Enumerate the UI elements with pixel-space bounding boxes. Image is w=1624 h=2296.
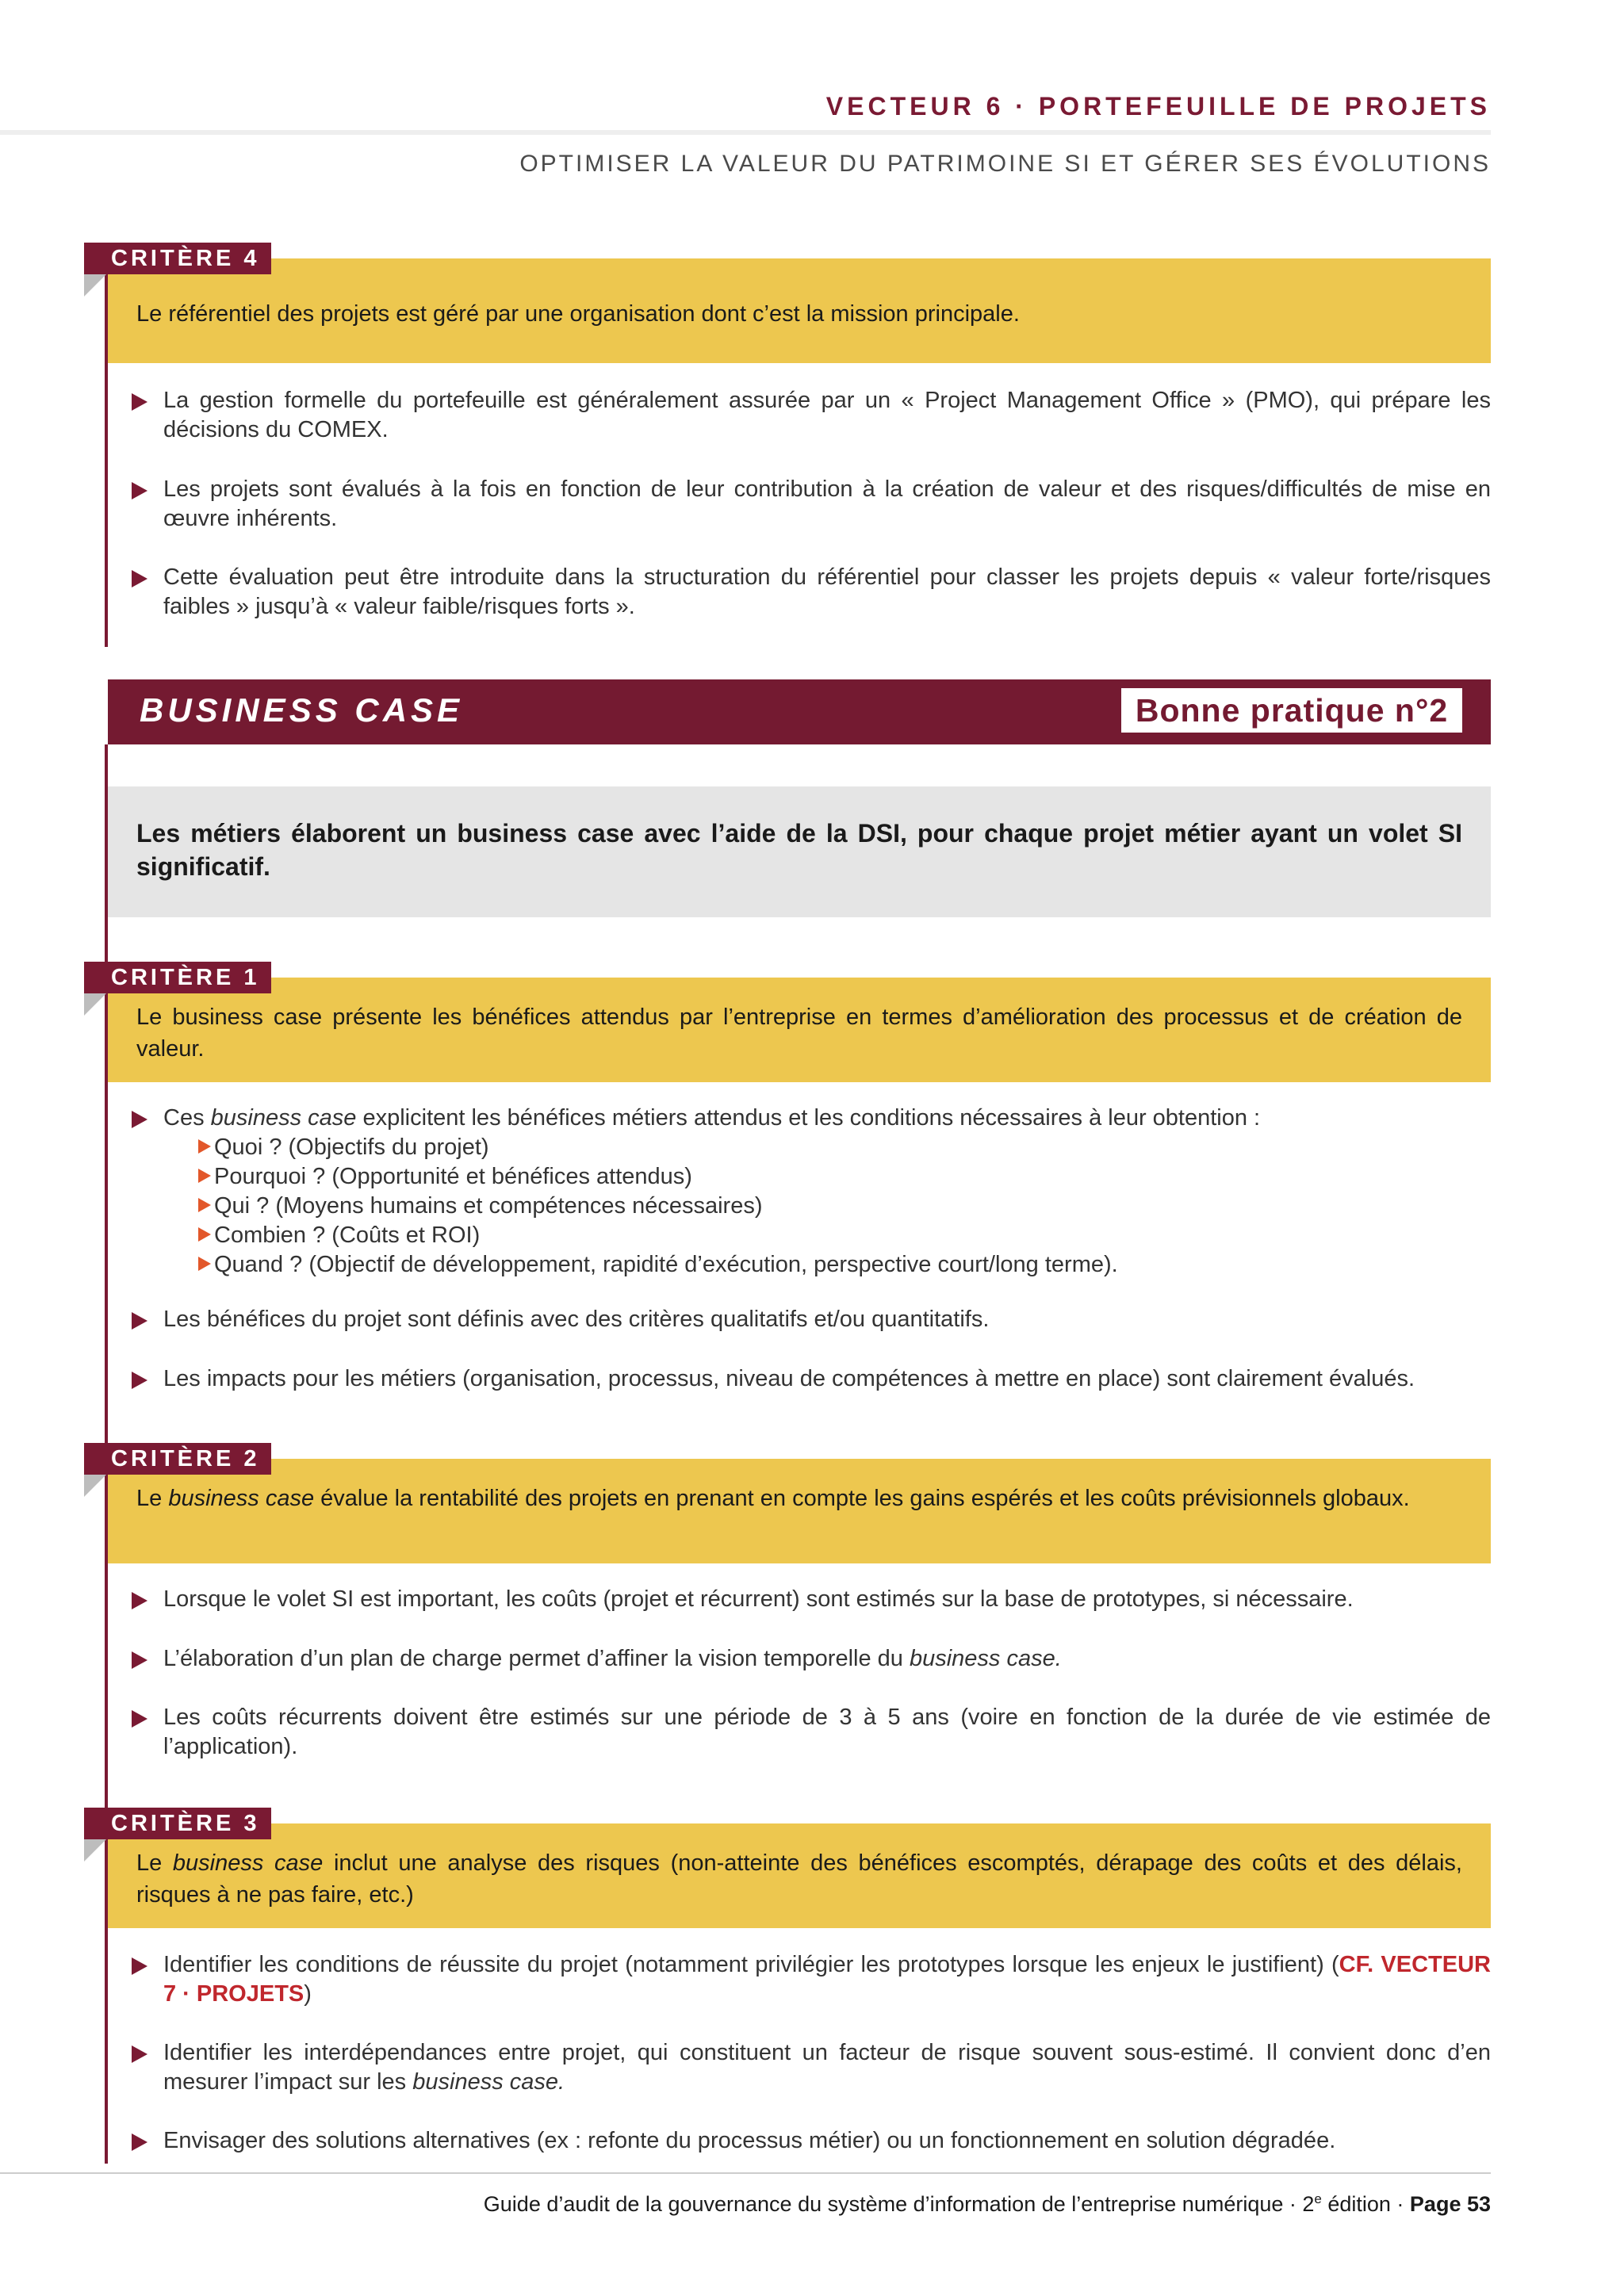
triangle-bullet-icon bbox=[132, 1710, 147, 1728]
critere1-bullet: Les impacts pour les métiers (organisation, processus, niveau de compétences à mettre en place) sont clairement évalués. bbox=[132, 1364, 1491, 1394]
critere2-tab-fold bbox=[84, 1475, 106, 1497]
critere3-tab-fold bbox=[84, 1839, 106, 1862]
critere4-bullet: Les projets sont évalués à la fois en fonction de leur contribution à la création de valeur et des risques/difficultés de mise en œuvre inhérents. bbox=[132, 475, 1491, 534]
small-triangle-icon bbox=[198, 1139, 211, 1154]
critere2-bullet: Les coûts récurrents doivent être estimés sur une période de 3 à 5 ans (voire en fonction de la durée de vie estimée de l’application). bbox=[132, 1703, 1491, 1762]
small-triangle-icon bbox=[198, 1227, 211, 1242]
critere2-bullet: L’élaboration d’un plan de charge permet d’affiner la vision temporelle du business case. bbox=[132, 1644, 1491, 1674]
critere1-tab: CRITÈRE 1 bbox=[84, 962, 271, 993]
critere1-bullet: Ces business case explicitent les bénéfices métiers attendus et les conditions nécessaires à leur obtention : Quoi ? (Objectifs du projet) Pourquoi ? (Opportunité et bénéfices attendus) Qui ? (Moyens humains et compétences nécessaires) Combien ? (Coûts et ROI) Quand ? (Objectif de développement, rapidité d’exécution, perspective court/long terme). bbox=[132, 1104, 1491, 1280]
triangle-bullet-icon bbox=[132, 1651, 147, 1669]
footer: Guide d’audit de la gouvernance du système d’information de l’entreprise numérique · $2^e$ édition · Page 53 bbox=[483, 2191, 1491, 2216]
critere2-bullet: Lorsque le volet SI est important, les coûts (projet et récurrent) sont estimés sur la base de prototypes, si nécessaire. bbox=[132, 1585, 1491, 1614]
vecteur-title: VECTEUR 6 · PORTEFEUILLE DE PROJETS bbox=[825, 92, 1491, 121]
triangle-bullet-icon bbox=[132, 2133, 147, 2151]
critere3-bullet: Identifier les interdépendances entre projet, qui constituent un facteur de risque souvent sous-estimé. Il convient donc d’en mesurer l’impact sur les business case. bbox=[132, 2038, 1491, 2097]
small-triangle-icon bbox=[198, 1198, 211, 1212]
critere3-statement: Le business case inclut une analyse des risques (non-atteinte des bénéfices escomptés, dérapage des coûts et des délais, risques à ne pas faire, etc.) bbox=[108, 1823, 1491, 1928]
critere1-subitem: Qui ? (Moyens humains et compétences nécessaires) bbox=[198, 1192, 1491, 1221]
vecteur-subtitle: OPTIMISER LA VALEUR DU PATRIMOINE SI ET GÉRER SES ÉVOLUTIONS bbox=[519, 151, 1491, 177]
triangle-bullet-icon bbox=[132, 482, 147, 499]
critere2-statement: Le business case évalue la rentabilité des projets en prenant en compte les gains espérés et les coûts prévisionnels globaux. bbox=[108, 1459, 1491, 1563]
triangle-bullet-icon bbox=[132, 2045, 147, 2063]
critere1-subitem: Quand ? (Objectif de développement, rapidité d’exécution, perspective court/long terme). bbox=[198, 1250, 1491, 1280]
critere1-tab-fold bbox=[84, 993, 106, 1016]
critere4-tab: CRITÈRE 4 bbox=[84, 243, 271, 274]
critere3-tab: CRITÈRE 3 bbox=[84, 1808, 271, 1839]
triangle-bullet-icon bbox=[132, 570, 147, 587]
header-divider bbox=[0, 130, 1491, 135]
page-number: Page 53 bbox=[1409, 2192, 1491, 2216]
critere2-tab: CRITÈRE 2 bbox=[84, 1443, 271, 1475]
business-case-statement: Les métiers élaborent un business case avec l’aide de la DSI, pour chaque projet métier ayant un volet SI significatif. bbox=[108, 786, 1491, 917]
best-practice-badge: Bonne pratique n°2 bbox=[1121, 688, 1462, 733]
vecteur7-reference[interactable]: CF. VECTEUR 7 · PROJETS bbox=[163, 1952, 1491, 2007]
critere4-bullet: Cette évaluation peut être introduite dans la structuration du référentiel pour classer les projets depuis « valeur forte/risques faibles » jusqu’à « valeur faible/risques forts ». bbox=[132, 563, 1491, 622]
triangle-bullet-icon bbox=[132, 1312, 147, 1330]
critere1-statement: Le business case présente les bénéfices attendus par l’entreprise en termes d’amélioration des processus et de création de valeur. bbox=[108, 978, 1491, 1082]
critere3-bullet: Identifier les conditions de réussite du projet (notamment privilégier les prototypes lorsque les enjeux le justifient) (CF. VECTEUR 7 · PROJETS) bbox=[132, 1950, 1491, 2009]
critere4-tab-fold bbox=[84, 274, 106, 297]
small-triangle-icon bbox=[198, 1257, 211, 1271]
triangle-bullet-icon bbox=[132, 1372, 147, 1389]
critere4-statement: Le référentiel des projets est géré par une organisation dont c’est la mission principale. bbox=[108, 258, 1491, 363]
critere1-subitem: Quoi ? (Objectifs du projet) bbox=[198, 1133, 1491, 1162]
triangle-bullet-icon bbox=[132, 1592, 147, 1609]
critere1-bullet: Les bénéfices du projet sont définis avec des critères qualitatifs et/ou quantitatifs. bbox=[132, 1305, 1491, 1334]
triangle-bullet-icon bbox=[132, 1111, 147, 1128]
footer-divider bbox=[0, 2172, 1491, 2174]
small-triangle-icon bbox=[198, 1169, 211, 1183]
critere3-bullet: Envisager des solutions alternatives (ex : refonte du processus métier) ou un fonctionnement en solution dégradée. bbox=[132, 2126, 1491, 2156]
critere1-subitem: Combien ? (Coûts et ROI) bbox=[198, 1221, 1491, 1250]
critere1-subitem: Pourquoi ? (Opportunité et bénéfices attendus) bbox=[198, 1162, 1491, 1192]
triangle-bullet-icon bbox=[132, 393, 147, 411]
triangle-bullet-icon bbox=[132, 1957, 147, 1975]
business-case-title: BUSINESS CASE bbox=[140, 691, 464, 729]
critere4-bullet: La gestion formelle du portefeuille est généralement assurée par un « Project Management Office » (PMO), qui prépare les décisions du COMEX. bbox=[132, 386, 1491, 445]
